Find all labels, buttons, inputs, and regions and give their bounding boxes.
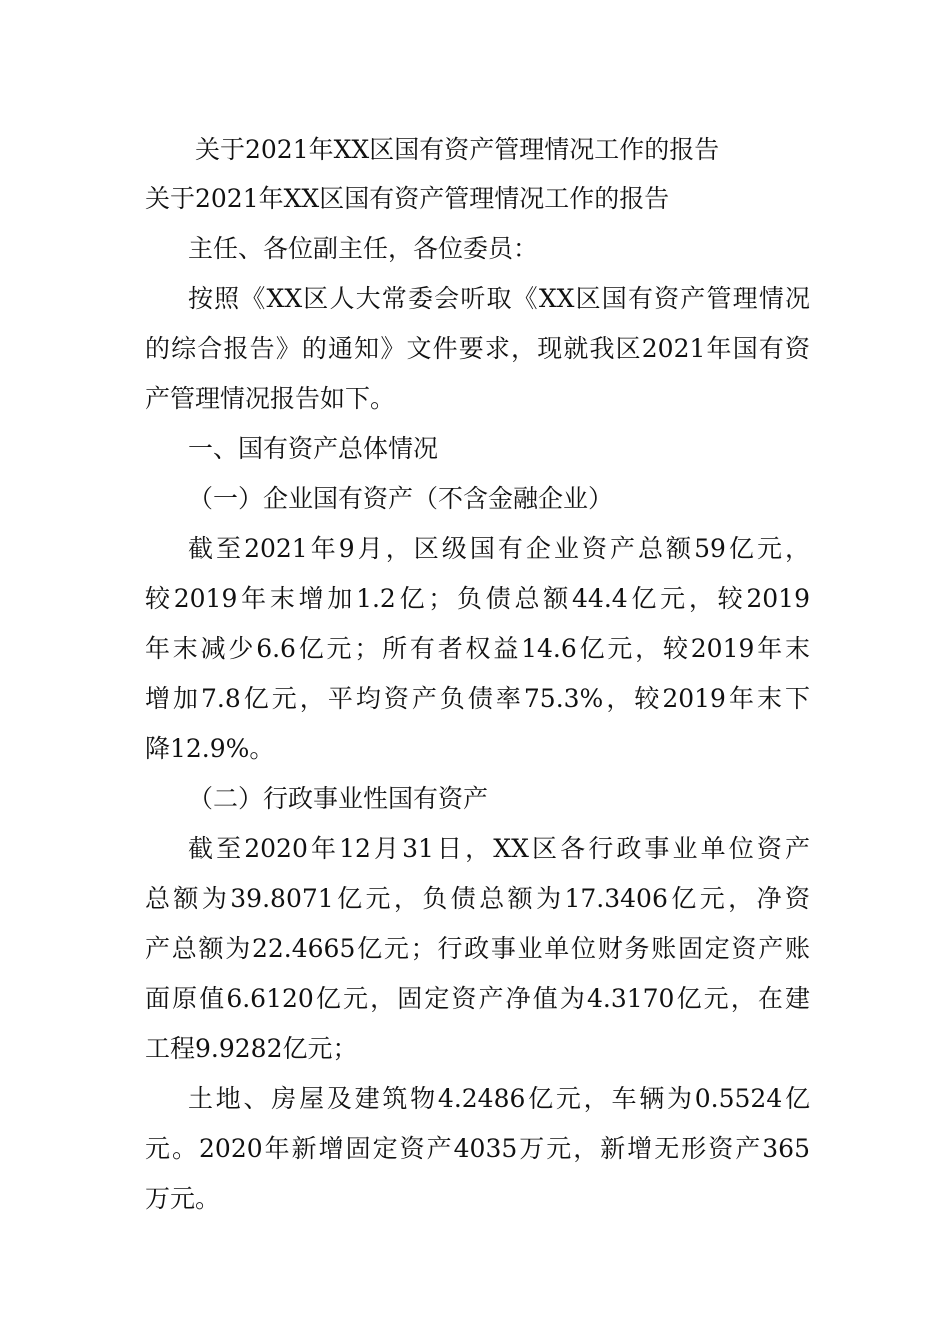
document-title: 关于2021年XX区国有资产管理情况工作的报告 <box>195 135 720 164</box>
paragraph-line: 土地、房屋及建筑物4.2486亿元，车辆为0.5524亿 <box>188 1084 810 1113</box>
salutation: 主任、各位副主任，各位委员： <box>188 234 539 263</box>
paragraph-line: 面原值6.6120亿元，固定资产净值为4.3170亿元，在建 <box>145 984 810 1013</box>
paragraph-line: 增加7.8亿元，平均资产负债率75.3%，较2019年末下 <box>145 684 810 713</box>
paragraph-line: 元。2020年新增固定资产4035万元，新增无形资产365 <box>145 1134 810 1163</box>
subsection-heading: （二）行政事业性国有资产 <box>188 784 489 813</box>
paragraph-line: 截至2020年12月31日，XX区各行政事业单位资产 <box>188 834 810 863</box>
paragraph-line: 产管理情况报告如下。 <box>145 384 396 413</box>
document-title-repeat: 关于2021年XX区国有资产管理情况工作的报告 <box>145 184 670 213</box>
subsection-heading: （一）企业国有资产（不含金融企业） <box>188 484 614 513</box>
paragraph-line: 按照《XX区人大常委会听取《XX区国有资产管理情况 <box>188 284 810 313</box>
paragraph-line: 较2019年末增加1.2亿；负债总额44.4亿元，较2019 <box>145 584 810 613</box>
section-heading: 一、国有资产总体情况 <box>188 434 439 463</box>
paragraph-line: 年末减少6.6亿元；所有者权益14.6亿元，较2019年末 <box>145 634 810 663</box>
paragraph-line: 总额为39.8071亿元，负债总额为17.3406亿元，净资 <box>145 884 810 913</box>
paragraph-line: 产总额为22.4665亿元；行政事业单位财务账固定资产账 <box>145 934 810 963</box>
paragraph-line: 截至2021年9月，区级国有企业资产总额59亿元， <box>188 534 810 563</box>
paragraph-line: 工程9.9282亿元； <box>145 1034 358 1063</box>
paragraph-line: 的综合报告》的通知》文件要求，现就我区2021年国有资 <box>145 334 810 363</box>
paragraph-line: 万元。 <box>145 1184 221 1213</box>
paragraph-line: 降12.9%。 <box>145 734 275 763</box>
